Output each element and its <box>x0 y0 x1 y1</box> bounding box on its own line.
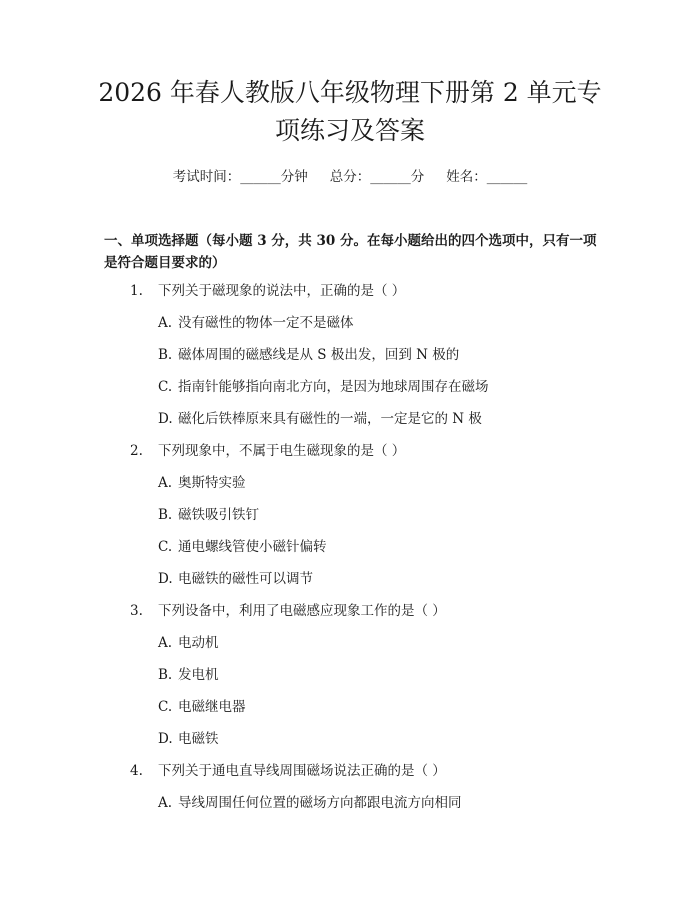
option-letter: C. <box>158 539 173 555</box>
question-number: 3. <box>130 603 143 619</box>
option-text: 磁体周围的磁感线是从 S 极出发，回到 N 极的 <box>178 347 460 363</box>
option-letter: B. <box>158 667 173 683</box>
option-text: 奥斯特实验 <box>178 475 246 491</box>
option-text: 电动机 <box>178 635 219 651</box>
question-2-option-d <box>158 570 313 588</box>
question-number: 2. <box>130 443 143 459</box>
question-2-option-b <box>158 506 259 524</box>
question-number: 1. <box>130 283 143 299</box>
title-line-2: 项练习及答案 <box>274 116 425 145</box>
option-text: 电磁铁的磁性可以调节 <box>178 571 313 587</box>
option-letter: B. <box>158 347 173 363</box>
section-heading-line-2: 是符合题目要求的） <box>104 255 226 271</box>
option-letter: D. <box>158 411 173 427</box>
option-letter: C. <box>158 379 173 395</box>
option-text: 发电机 <box>178 667 219 683</box>
option-text: 导线周围任何位置的磁场方向都跟电流方向相同 <box>178 795 462 811</box>
question-text: 下列关于磁现象的说法中，正确的是（ ） <box>158 283 406 299</box>
question-4 <box>130 762 446 780</box>
total-score-field: 总分：______分 <box>329 169 425 185</box>
question-4-option-a <box>158 794 462 812</box>
section-heading-line-1: 一、单项选择题（每小题 3 分，共 30 分。在每小题给出的四个选项中，只有一项 <box>104 233 597 249</box>
question-3-option-d <box>158 730 219 748</box>
question-3-option-a <box>158 634 219 652</box>
option-text: 电磁继电器 <box>178 699 246 715</box>
title-line-1: 2026 年春人教版八年级物理下册第 2 单元专 <box>98 78 602 107</box>
option-letter: A. <box>158 475 173 491</box>
exam-info-line <box>0 168 700 186</box>
question-text: 下列现象中，不属于电生磁现象的是（ ） <box>158 443 406 459</box>
option-text: 电磁铁 <box>178 731 219 747</box>
option-text: 磁化后铁棒原来具有磁性的一端，一定是它的 N 极 <box>178 411 482 427</box>
document-title <box>80 74 620 150</box>
option-letter: C. <box>158 699 173 715</box>
option-text: 没有磁性的物体一定不是磁体 <box>178 315 354 331</box>
question-text: 下列关于通电直导线周围磁场说法正确的是（ ） <box>158 763 446 779</box>
question-2 <box>130 442 405 460</box>
question-2-option-a <box>158 474 246 492</box>
option-text: 通电螺线管使小磁针偏转 <box>178 539 327 555</box>
option-letter: A. <box>158 635 173 651</box>
question-1-option-b <box>158 346 459 364</box>
question-3-option-b <box>158 666 219 684</box>
name-field: 姓名：______ <box>446 169 528 185</box>
option-letter: A. <box>158 315 173 331</box>
question-2-option-c <box>158 538 327 556</box>
question-3 <box>130 602 446 620</box>
section-heading <box>104 230 604 274</box>
option-text: 磁铁吸引铁钉 <box>178 507 259 523</box>
option-letter: B. <box>158 507 173 523</box>
option-letter: D. <box>158 731 173 747</box>
question-1-option-c <box>158 378 489 396</box>
question-3-option-c <box>158 698 246 716</box>
exam-time-field: 考试时间：______分钟 <box>172 169 308 185</box>
question-number: 4. <box>130 763 143 779</box>
option-text: 指南针能够指向南北方向，是因为地球周围存在磁场 <box>178 379 489 395</box>
question-text: 下列设备中，利用了电磁感应现象工作的是（ ） <box>158 603 446 619</box>
question-1 <box>130 282 405 300</box>
option-letter: A. <box>158 795 173 811</box>
question-1-option-a <box>158 314 354 332</box>
question-1-option-d <box>158 410 482 428</box>
option-letter: D. <box>158 571 173 587</box>
